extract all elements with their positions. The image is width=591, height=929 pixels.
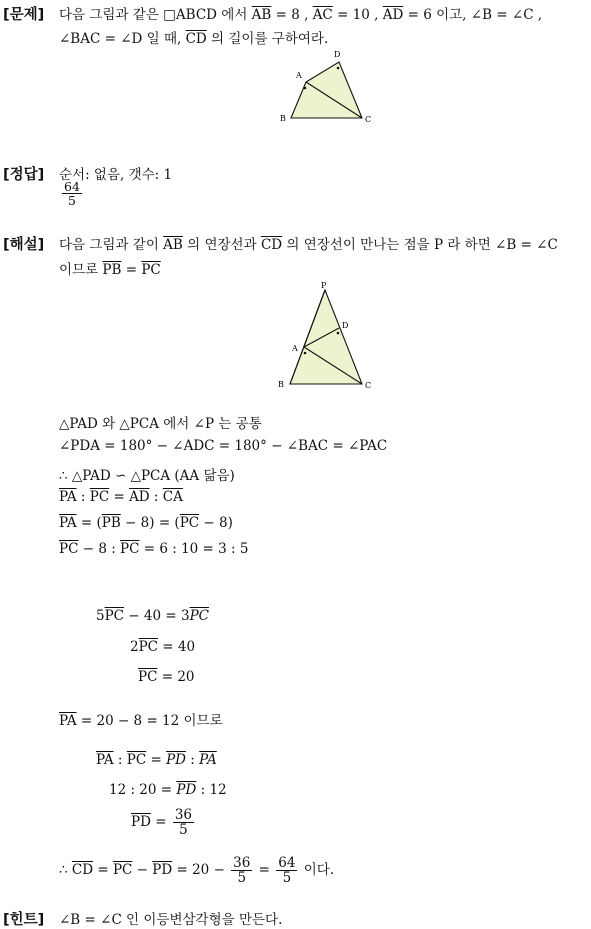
triangle-pbc xyxy=(290,290,362,384)
label-p: P xyxy=(321,281,327,290)
equation-2: $2\overline{PC} = 40$ xyxy=(130,639,196,655)
label-b2: B xyxy=(278,380,284,389)
hint-tag: [힌트] xyxy=(3,912,45,928)
solution-line-5: ∴ △PAD ∽ △PCA (AA 닮음) xyxy=(59,468,235,484)
equation-6: $\overline{PD}$ = $\frac{36}{5}$ xyxy=(131,807,193,839)
solution-line-2: 이므로 $\overline{PB} = \overline{PC}$ xyxy=(59,262,161,278)
answer-fraction: $\frac{64}{5}$ xyxy=(64,179,80,209)
solution-line-9: $\overline{PA} = 20 - 8 = 12$ 이므로 xyxy=(59,713,223,729)
solution-line-7: $\overline{PA} = (\overline{PB} - 8) = (\overline{PC} - 8)$ xyxy=(59,515,233,531)
equation-4: $\overline{PA}$ : $\overline{PC} = \overline{PD}$ : $\overline{PA}$ xyxy=(96,752,217,768)
label-d: D xyxy=(334,50,341,59)
equation-3: $\overline{PC} = 20$ xyxy=(138,669,195,685)
solution-figure xyxy=(276,280,376,398)
label-b: B xyxy=(280,114,286,123)
solution-final: ∴ $\overline{CD} = \overline{PC} - \overline{PD} = 20$ − $\frac{36}{5}$ = $\frac{64}{5}$ 이다. xyxy=(59,855,335,887)
problem-tag: [문제] xyxy=(3,7,45,23)
label-c: C xyxy=(365,115,372,124)
equation-1: $5\overline{PC} - 40 = 3\overline{PC}$ xyxy=(96,608,209,624)
solution-line-1: 다음 그림과 같이 $\overline{AB}$ 의 연장선과 $\overline{CD}$ 의 연장선이 만나는 점을 P 라 하면 ∠B = ∠C xyxy=(59,237,558,253)
hint-text: ∠B = ∠C 인 이등변삼각형을 만든다. xyxy=(59,912,283,928)
label-a2: A xyxy=(292,344,298,353)
solution-line-3: △PAD 와 △PCA 에서 ∠P 는 공통 xyxy=(59,416,262,432)
equation-5: 12 : $20 = \overline{PD}$ : 12 xyxy=(109,782,227,798)
answer-line: 순서: 없음, 갯수: 1 xyxy=(59,167,173,183)
label-d2: D xyxy=(342,321,349,330)
answer-tag: [정답] xyxy=(3,167,45,183)
problem-figure xyxy=(276,46,376,128)
solution-line-4: ∠PDA = 180° − ∠ADC = 180° − ∠BAC = ∠PAC xyxy=(59,438,388,454)
problem-line-2: ∠BAC = ∠D 일 때, $\overline{CD}$ 의 길이를 구하여라. xyxy=(59,31,329,47)
solution-tag: [해설] xyxy=(3,237,45,253)
solution-line-6: $\overline{PA}$ : $\overline{PC} = \overline{AD}$ : $\overline{CA}$ xyxy=(59,489,183,505)
label-c2: C xyxy=(365,381,372,390)
label-a: A xyxy=(296,71,302,80)
angle-mark-d xyxy=(337,67,340,70)
solution-line-8: $\overline{PC} - 8$ : $\overline{PC} = 6$ : 10 = 3 : 5 xyxy=(59,541,249,557)
problem-line-1: 다음 그림과 같은 □ABCD 에서 $\overline{AB} = 8$ , $\overline{AC} = 10$ , $\overline{AD} = 6$ 이고, ∠B = ∠C , xyxy=(59,7,543,23)
angle-mark-a xyxy=(304,87,307,90)
